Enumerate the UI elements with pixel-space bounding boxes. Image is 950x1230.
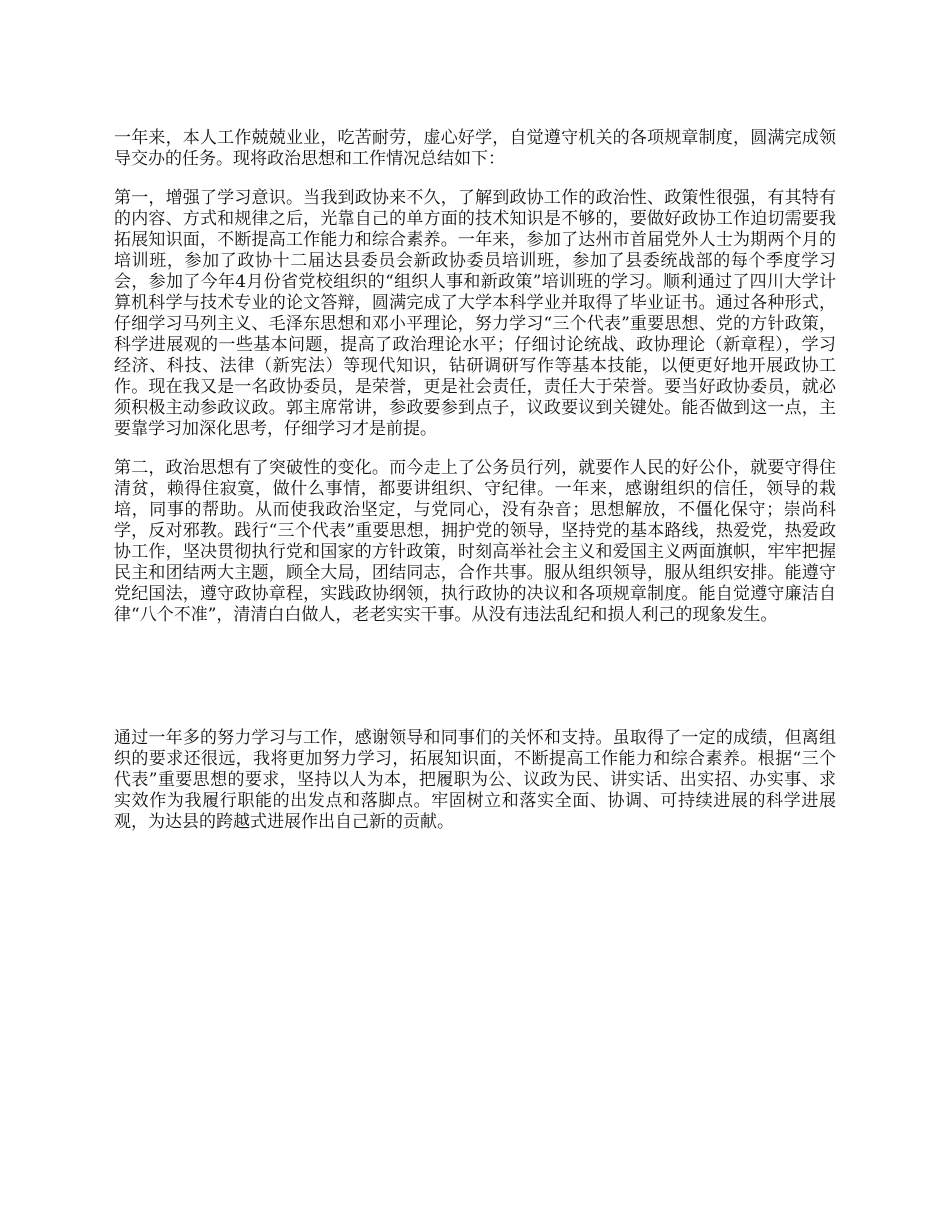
paragraph-first-point: 第一，增强了学习意识。当我到政协来不久，了解到政协工作的政治性、政策性很强，有其特有的内容、方式和规律之后，光靠自己的单方面的技术知识是不够的，要做好政协工作迫切需要我拓展知识面，不断提高工作能力和综合素养。一年来，参加了达州市首届党外人士为期两个月的培训班，参加了政协十二届达县委员会新政协委员培训班，参加了县委统战部的每个季度学习会，参加了今年4月份省党校组织的“组织人事和新政策”培训班的学习。顺利通过了四川大学计算机科学与技术专业的论文答辩，圆满完成了大学本科学业并取得了毕业证书。通过各种形式，仔细学习马列主义、毛泽东思想和邓小平理论，努力学习“三个代表”重要思想、党的方针政策，科学进展观的一些基本问题，提高了政治理论水平；仔细讨论统战、政协理论（新章程），学习经济、科技、法律（新宪法）等现代知识，钻研调研写作等基本技能，以便更好地开展政协工作。现在我又是一名政协委员，是荣誉，更是社会责任，责任大于荣誉。要当好政协委员，就必须积极主动参政议政。郭主席常讲，参政要参到点子，议政要议到关键处。能否做到这一点，主要靠学习加深化思考，仔细学习才是前提。: [114, 188, 836, 439]
paragraph-conclusion: 通过一年多的努力学习与工作，感谢领导和同事们的关怀和支持。虽取得了一定的成绩，但离组织的要求还很远，我将更加努力学习，拓展知识面，不断提高工作能力和综合素养。根据“三个代表”重要思想的要求，坚持以人为本，把履职为公、议政为民、讲实话、出实招、办实事、求实效作为我履行职能的出发点和落脚点。牢固树立和落实全面、协调、可持续进展的科学进展观，为达县的跨越式进展作出自己新的贡献。: [114, 728, 836, 832]
document-body: [114, 128, 836, 851]
paragraph-intro: 一年来，本人工作兢兢业业，吃苦耐劳，虚心好学，自觉遵守机关的各项规章制度，圆满完成领导交办的任务。现将政治思想和工作情况总结如下：: [114, 128, 836, 169]
paragraph-second-point: 第二，政治思想有了突破性的变化。而今走上了公务员行列，就要作人民的好公仆，就要守得住清贫，赖得住寂寞，做什么事情，都要讲组织、守纪律。一年来，感谢组织的信任，领导的栽培，同事的帮助。从而使我政治坚定，与党同心，没有杂音；思想解放，不僵化保守；崇尚科学，反对邪教。践行“三个代表”重要思想，拥护党的领导，坚持党的基本路线，热爱党，热爱政协工作，坚决贯彻执行党和国家的方针政策，时刻高举社会主义和爱国主义两面旗帜，牢牢把握民主和团结两大主题，顾全大局，团结同志，合作共事。服从组织领导，服从组织安排。能遵守党纪国法，遵守政协章程，实践政协纲领，执行政协的决议和各项规章制度。能自觉遵守廉洁自律“八个不准”，清清白白做人，老老实实干事。从没有违法乱纪和损人利己的现象发生。: [114, 458, 836, 625]
